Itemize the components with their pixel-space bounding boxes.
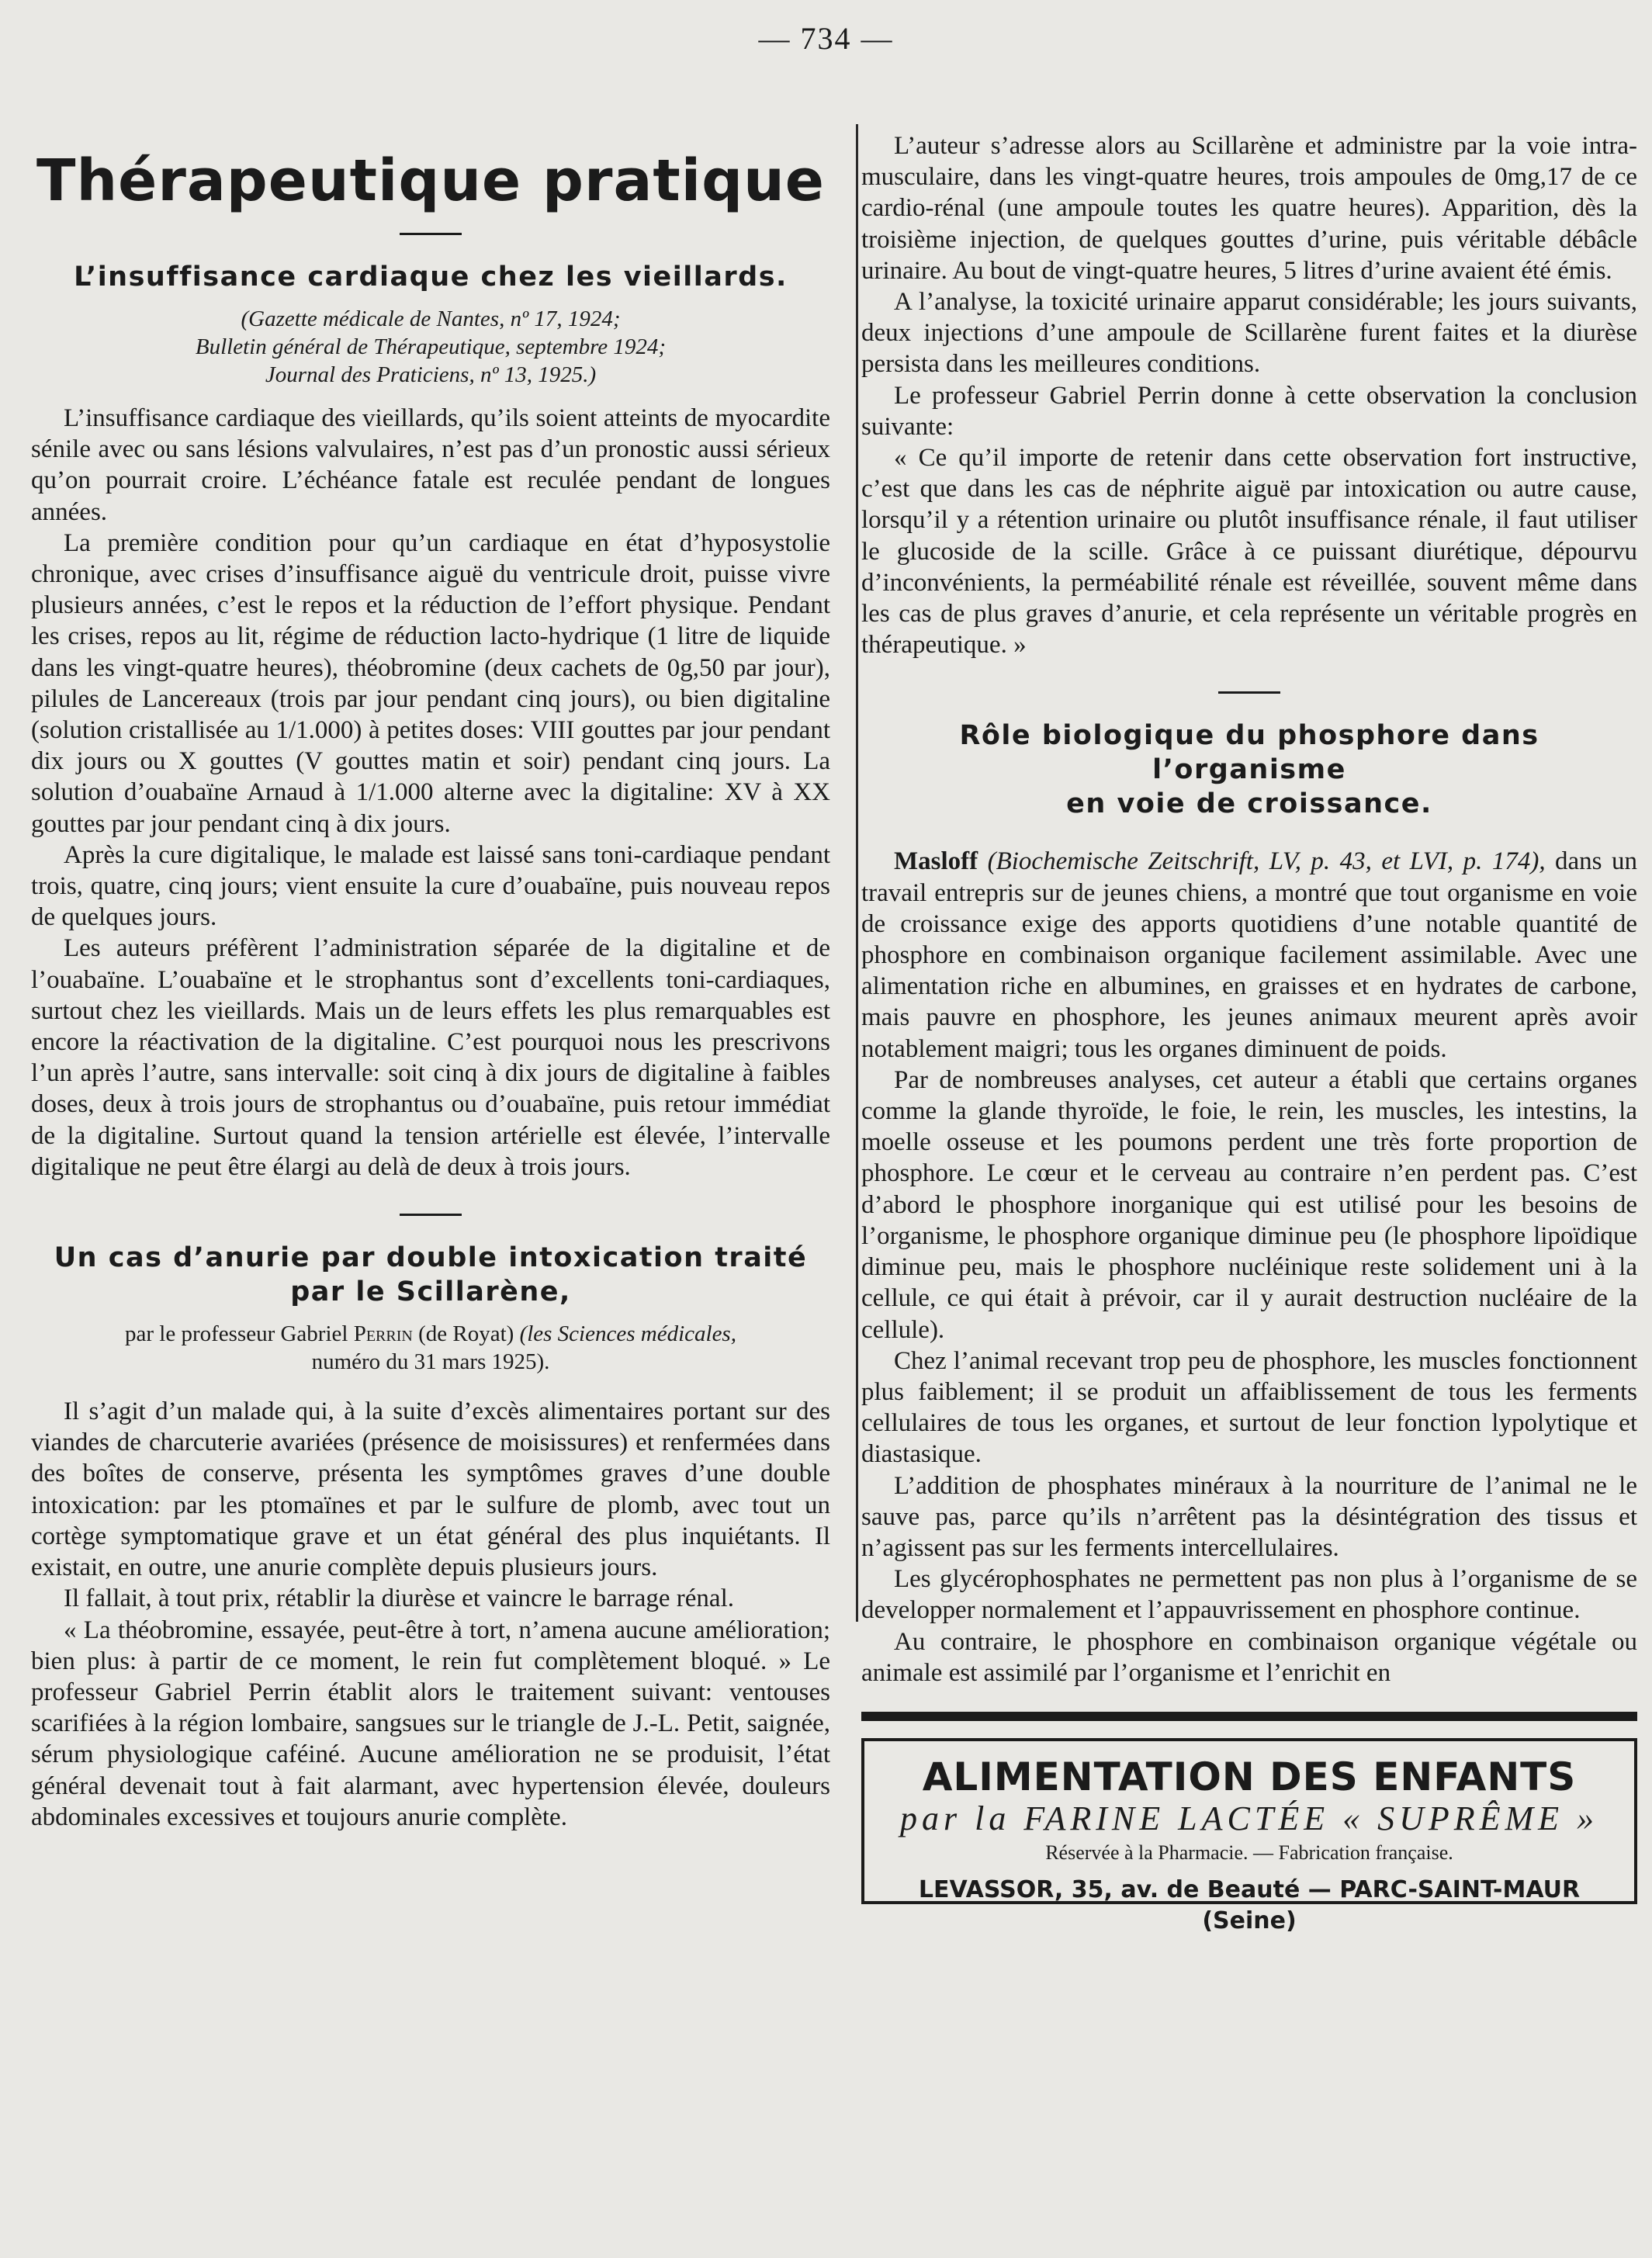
page-title: Thérapeutique pratique (36, 147, 825, 214)
column-divider (856, 124, 858, 1622)
ad-address: LEVASSOR, 35, av. de Beauté — PARC-SAINT-MAUR (Seine) (918, 1875, 1581, 1934)
left-column (31, 147, 830, 1833)
article-source (31, 305, 830, 389)
paragraph: Le professeur Gabriel Perrin donne à cette observation la conclusion suivante: (861, 381, 1637, 441)
title-rule (400, 233, 462, 235)
ad-note: Réservée à la Pharmacie. — Fabrication française. (1045, 1841, 1453, 1864)
article-title-phosphore: Rôle biologique du phosphore dans l’organisme en voie de croissance. (959, 720, 1539, 820)
article-title-insuffisance: L’insuffisance cardiaque chez les vieillards. (74, 261, 788, 293)
paragraph: Les auteurs préfèrent l’administration séparée de la digitaline et de l’ouabaïne. L’ouabaïne et le strophantus sont d’excellents toni-cardiaques, surtout chez les vieillards. Mais un de leurs effets les plus remarquables est encore la réactivation de la digitaline. C’est pourquoi nous les prescrivons l’un après l’autre, sans intervalle: soit cinq à dix jours de digitaline à faibles doses, deux à trois jours de strophantus ou d’ouabaïne, puis retour immédiat de la digitaline. Surtout quand la tension artérielle est élevée, l’intervalle digitalique ne peut être élargi au delà de deux à trois jours. (31, 934, 830, 1181)
source-line: Journal des Praticiens, nº 13, 1925.) (265, 362, 597, 387)
section-rule (1218, 691, 1280, 694)
paragraph: Au contraire, le phosphore en combinaison organique végétale ou animale est assimilé par l’organisme et l’enrichit en (861, 1627, 1637, 1687)
article-byline: par le professeur Gabriel Perrin (de Royat) (les Sciences médicales, numéro du 31 mars 1925). (125, 1321, 736, 1375)
ad-headline: ALIMENTATION DES ENFANTS (922, 1754, 1577, 1799)
paragraph: Après la cure digitalique, le malade est laissé sans toni-cardiaque pendant trois, quatre, cinq jours; vient ensuite la cure d’ouabaïne, puis nouveau repos de quelques jours. (31, 840, 830, 932)
source-line: Bulletin général de Thérapeutique, septembre 1924; (195, 334, 667, 359)
paragraph: L’addition de phosphates minéraux à la nourriture de l’animal ne le sauve pas, parce qu’ils n’arrêtent pas la désintégration des tissus et n’agissent pas sur les ferments intercellulaires. (861, 1471, 1637, 1562)
paragraph: Par de nombreuses analyses, cet auteur a établi que certains organes comme la glande thyroïde, le foie, le rein, les muscles, les intestins, la moelle osseuse et les poumons perdent une très forte proportion de phosphore. Le cœur et le cerveau au contraire n’en perdent pas. C’est d’abord le phosphore inorganique qui est utilisé pour les besoins de l’organisme, le phosphore organique diminue peu (le phosphore lipoïdique diminue peu, mais le phosphore nucléinique reste solidement uni à la cellule, ce qui était à prévoir, car il y aurait destruction nucléaire de la cellule). (861, 1065, 1637, 1344)
paragraph: « La théobromine, essayée, peut-être à tort, n’amena aucune amélioration; bien plus: à partir de ce moment, le rein fut complètement bloqué. » Le professeur Gabriel Perrin établit alors le traitement suivant: ventouses scarifiées à la région lombaire, sangsues sur le triangle de J.-L. Petit, saignée, sérum physiologique caféiné. Aucune amélioration ne se produisit, l’état général devenait tout à fait alarmant, avec hypertension élevée, douleurs abdominales excessives et toujours anurie complète. (31, 1616, 830, 1831)
article-title-anurie: Un cas d’anurie par double intoxication traité par le Scillarène, (54, 1242, 808, 1308)
paragraph: Il fallait, à tout prix, rétablir la diurèse et vaincre le barrage rénal. (64, 1584, 734, 1613)
paragraph: La première condition pour qu’un cardiaque en état d’hyposystolie chronique, avec crises d’insuffisance aiguë du ventricule droit, puisse vivre plusieurs années, c’est le repos et la réduction de l’effort physique. Pendant les crises, repos au lit, régime de réduction lacto-hydrique (1 litre de liquide dans les vingt-quatre heures), théobromine (deux cachets de 0g,50 par jour), pilules de Lancereaux (trois par jour pendant cinq jours), ou bien digitaline (solution cristallisée au 1/1.000) à petites doses: VIII gouttes par jour pendant dix jours ou X gouttes (V gouttes matin et soir) pendant cinq jours. La solution d’ouabaïne Arnaud à 1/1.000 alterne avec la digitaline: XV à XX gouttes par jour pendant cinq à dix jours. (31, 528, 830, 838)
paragraph: Masloff (Biochemische Zeitschrift, LV, p. 43, et LVI, p. 174), dans un travail entrepris sur de jeunes chiens, a montré que tout organisme en voie de croissance exige des apports quotidiens d’une notable quantité de phosphore en combinaison organique facilement assimilable. Avec une alimentation riche en albumines, en graisses et en hydrates de carbone, mais pauvre en phosphore, les jeunes animaux meurent après avoir notablement maigri; tous les organes diminuent de poids. (861, 847, 1637, 1063)
advertisement (861, 1738, 1637, 1934)
ad-subline: par la FARINE LACTÉE « SUPRÊME » (899, 1799, 1599, 1837)
advertisement-rule (861, 1712, 1637, 1721)
paragraph: Il s’agit d’un malade qui, à la suite d’excès alimentaires portant sur des viandes de charcuterie avariées (présence de moisissures) et renfermées dans des boîtes de conserve, présenta les symptômes graves d’une double intoxication: par les ptomaïnes et par le sulfure de plomb, avec tout un cortège symptomatique grave et un état général des plus inquiétants. Il existait, en outre, une anurie complète depuis plusieurs jours. (31, 1397, 830, 1582)
paragraph: L’auteur s’adresse alors au Scillarène et administre par la voie intra-musculaire, dans les vingt-quatre heures, trois ampoules de 0mg,17 de ce cardio-rénal (une ampoule toutes les quatre heures). Apparition, dès la troisième injection, de quelques gouttes d’urine, puis véritable débâcle urinaire. Au bout de vingt-quatre heures, 5 litres d’urine avaient été émis. (861, 132, 1637, 285)
paragraph: « Ce qu’il importe de retenir dans cette observation fort instructive, c’est que dans les cas de néphrite aiguë par intoxication ou autre cause, lorsqu’il y a rétention urinaire ou plutôt insuffisance rénale, il faut utiliser le glucoside de la scille. Grâce à ce puissant diurétique, dépourvu d’inconvénients, la perméabilité rénale est réveillée, souvent même dans les cas de plus graves d’anurie, et cela représente un véritable progrès en thérapeutique. » (861, 444, 1637, 660)
section-rule (400, 1214, 462, 1216)
paragraph: Les glycérophosphates ne permettent pas non plus à l’organisme de se developper normalement et l’appauvrissement en phosphore continue. (861, 1565, 1637, 1625)
paragraph: A l’analyse, la toxicité urinaire apparut considérable; les jours suivants, deux injections d’une ampoule de Scillarène furent faites et la diurèse persista dans les meilleures conditions. (861, 288, 1637, 379)
paragraph: L’insuffisance cardiaque des vieillards, qu’ils soient atteints de myocardite sénile avec ou sans lésions valvulaires, n’est pas d’un pronostic aussi sérieux qu’on pourrait croire. L’échéance fatale est reculée pendant de longues années. (31, 404, 830, 526)
right-column (861, 130, 1637, 1934)
page-number: — 734 — (758, 21, 894, 56)
source-line: (Gazette médicale de Nantes, nº 17, 1924; (241, 306, 621, 331)
paragraph: Chez l’animal recevant trop peu de phosphore, les muscles fonctionnent plus faiblement; il se produit un affaiblissement de tous les ferments cellulaires de tous les organes, et surtout de leur fonction lypolytique et diastasique. (861, 1346, 1637, 1469)
